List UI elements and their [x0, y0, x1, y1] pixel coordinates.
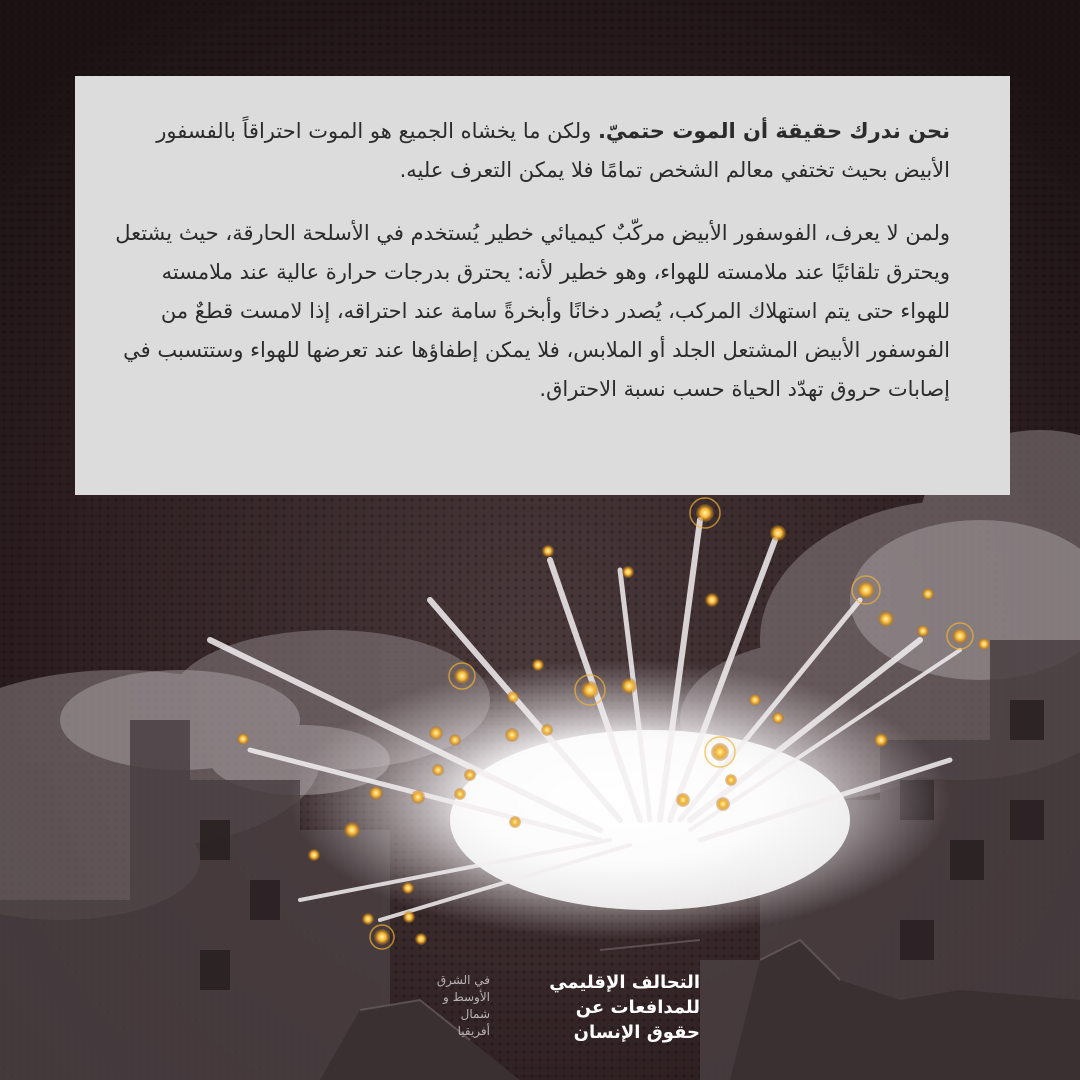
text-card — [75, 76, 1010, 495]
intro-paragraph — [115, 112, 950, 190]
intro-rest: ولكن ما يخشاه الجميع هو الموت احتراقاً بالفسفور الأبيض بحيث تختفي معالم الشخص تمامًا فلا يمكن التعرف عليه. — [156, 119, 950, 182]
logo-sub-line: شمال — [460, 1007, 490, 1021]
intro-lead: نحن ندرك حقيقة أن الموت حتميّ. — [597, 119, 950, 143]
logo-sub-line: في الشرق — [436, 973, 490, 987]
logo-main-line: للمدافعات عن — [575, 997, 700, 1018]
logo-sub-line: أفريقيا — [457, 1024, 490, 1038]
logo-sub-text — [410, 972, 490, 1040]
logo-main-line: حقوق الإنسان — [573, 1022, 700, 1043]
logo-main-text — [500, 970, 700, 1045]
logo-main-line: التحالف الإقليمي — [549, 972, 700, 993]
coalition-logo — [400, 960, 700, 1060]
explanation-paragraph: ولمن لا يعرف، الفوسفور الأبيض مركّبٌ كيميائي خطير يُستخدم في الأسلحة الحارقة، حيث يشتعل ويحترق تلقائيًا عند ملامسته للهواء، وهو خطير لأنه: يحترق بدرجات حرارة عالية عند ملامسته للهواء حتى يتم استهلاك المركب، يُصدر دخانًا وأبخرةً سامة عند احتراقه، إذا لامست قطعٌ من الفوسفور الأبيض المشتعل الجلد أو الملابس، فلا يمكن إطفاؤها عند تعرضها للهواء وستتسبب في إصابات حروق تهدّد الحياة حسب نسبة الاحتراق. — [115, 221, 950, 401]
logo-sub-line: الأوسط و — [442, 990, 490, 1004]
